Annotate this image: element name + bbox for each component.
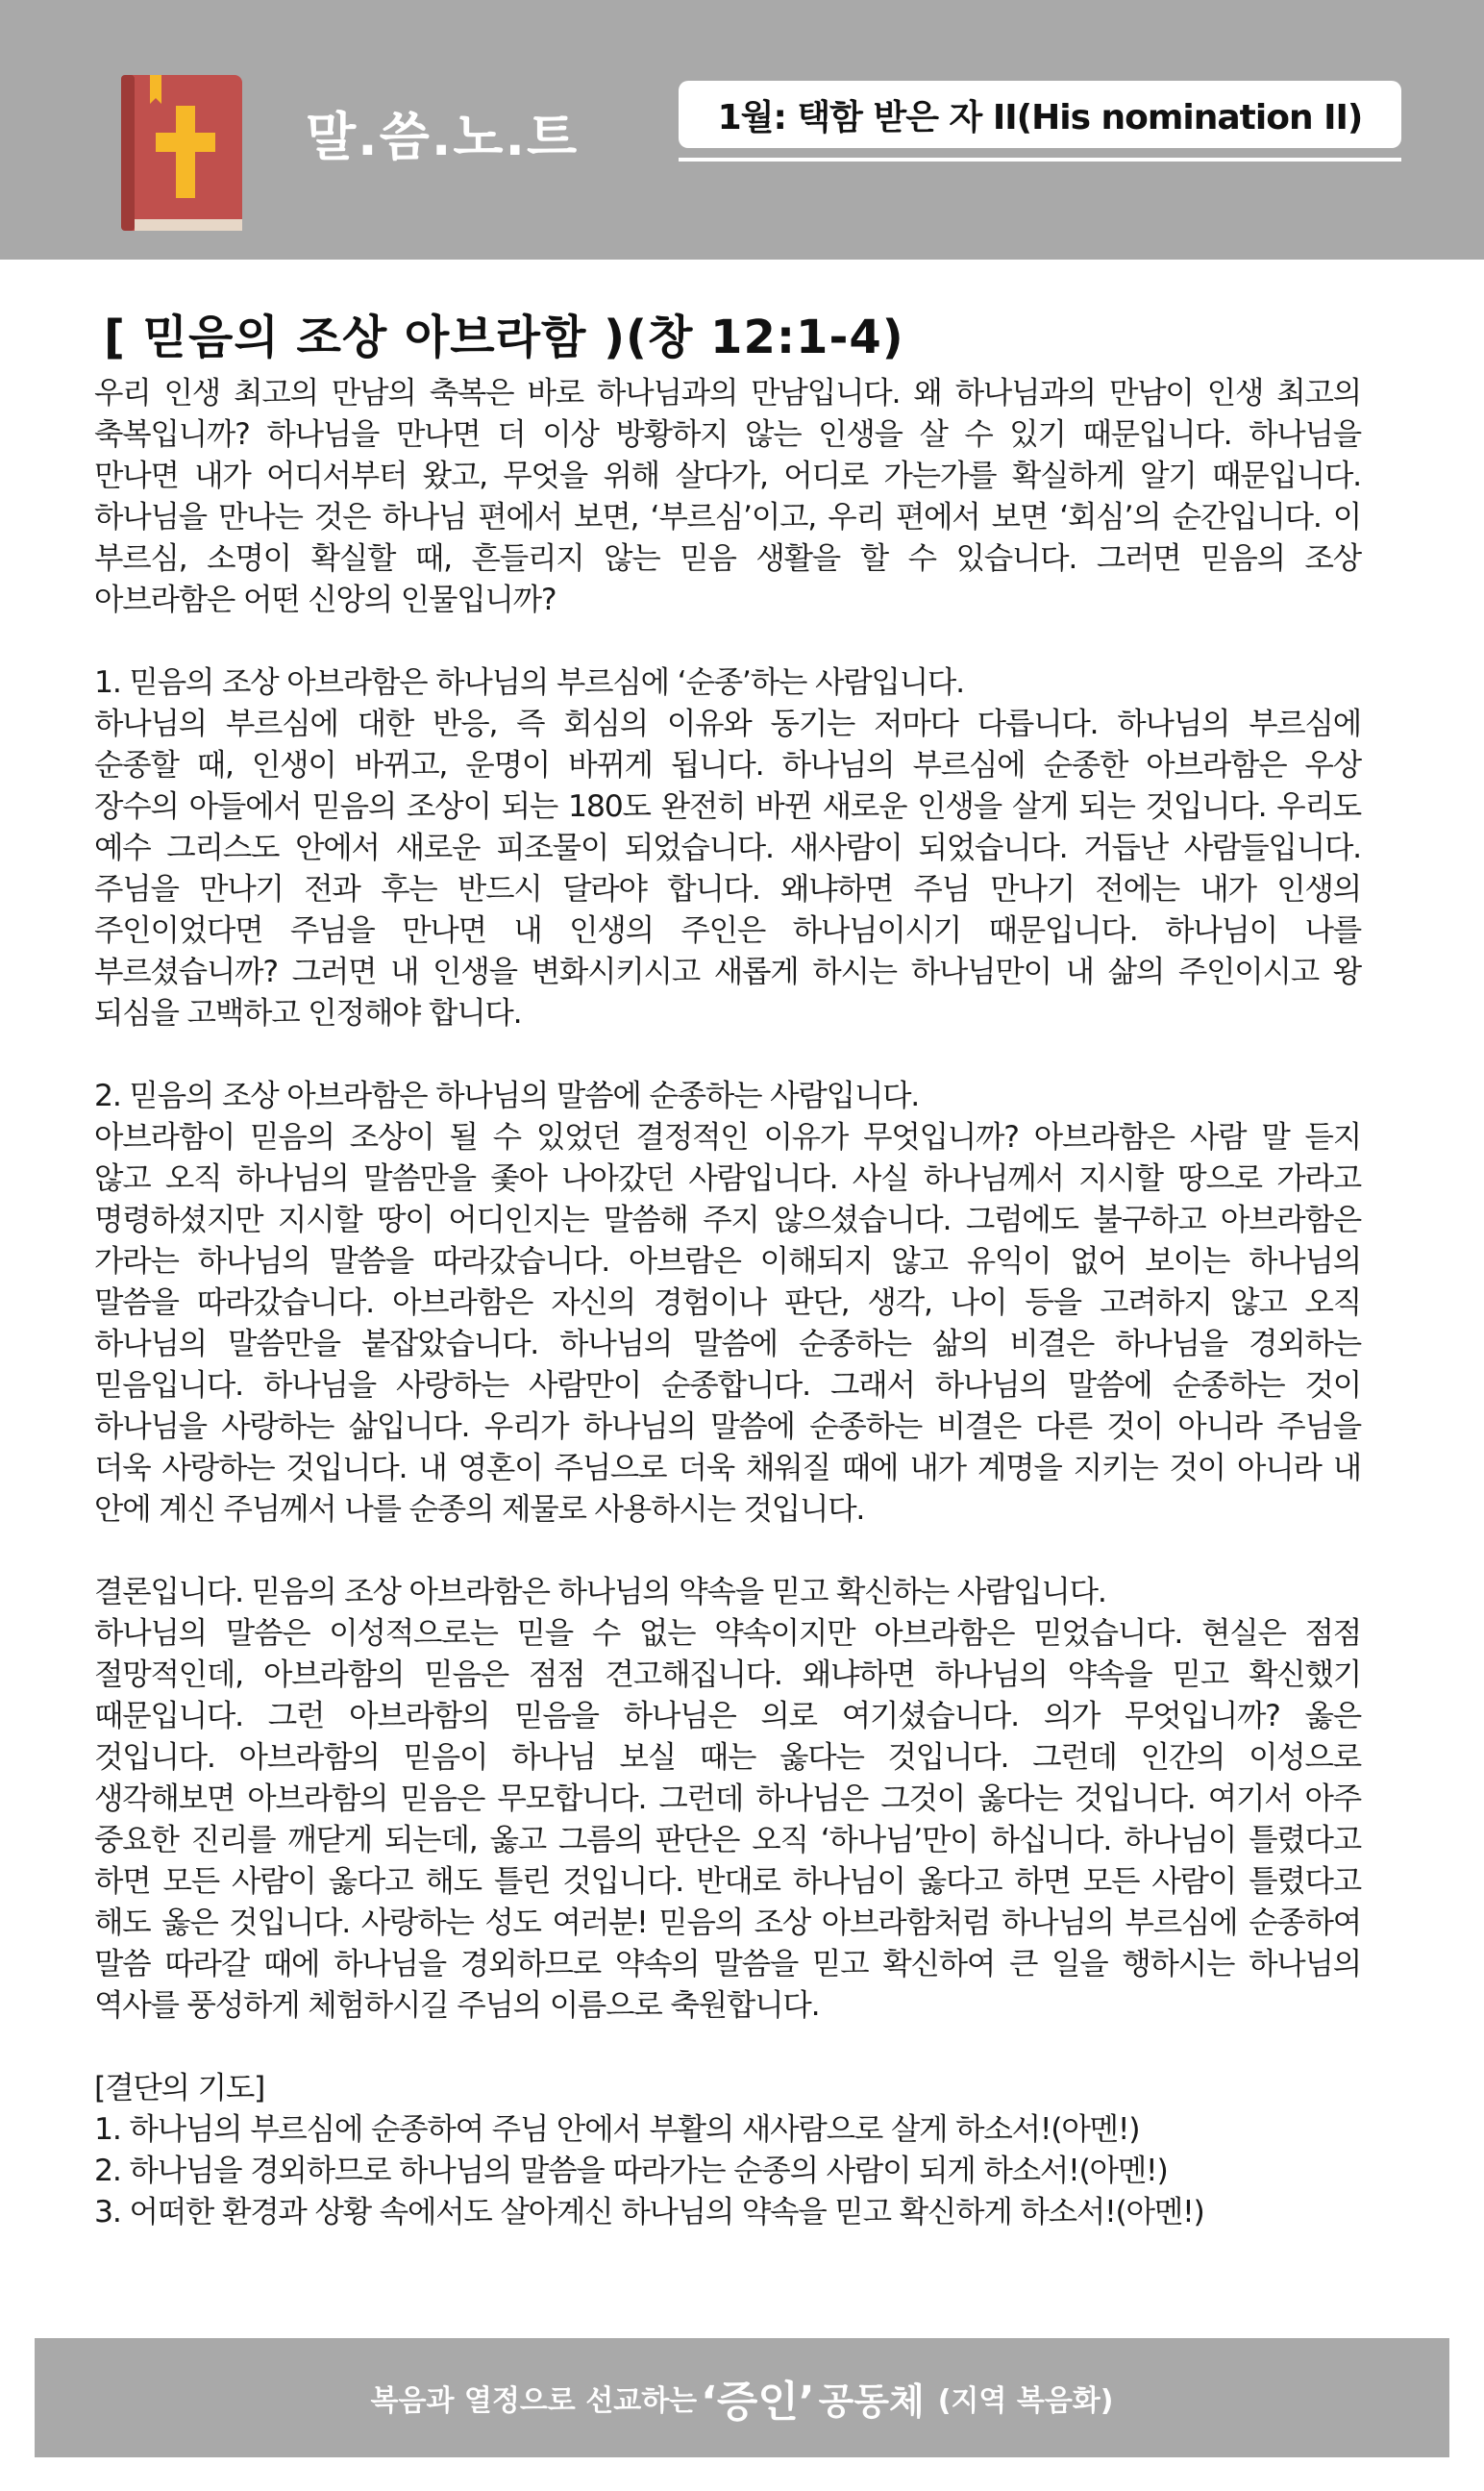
intro-line: 만나면 내가 어디서부터 왔고, 무엇을 위해 살다가, 어디로 가는가를 확실하게 알기 때문입니다. xyxy=(94,459,1361,493)
point2-line: 명령하셨지만 지시할 땅이 어디인지는 말씀해 주지 않으셨습니다. 그럼에도 불구하고 아브라함은 xyxy=(94,1203,1361,1237)
point1-line: 주님을 만나기 전과 후는 반드시 달라야 합니다. 왜냐하면 주님 만나기 전에는 내가 인생의 xyxy=(94,872,1361,907)
conclusion-heading: 결론입니다. 믿음의 조상 아브라함은 하나님의 약속을 믿고 확신하는 사람입니다. xyxy=(94,1575,1106,1609)
bible-icon xyxy=(121,75,242,231)
point2-line: 아브라함이 믿음의 조상이 될 수 있었던 결정적인 이유가 무엇입니까? 아브라함은 사람 말 듣지 xyxy=(94,1120,1361,1155)
conclusion-line: 하면 모든 사람이 옳다고 해도 틀린 것입니다. 반대로 하나님이 옳다고 하면 모든 사람이 틀렸다고 xyxy=(94,1864,1361,1899)
point2-line: 가라는 하나님의 말씀을 따라갔습니다. 아브람은 이해되지 않고 유익이 없어 보이는 하나님의 xyxy=(94,1244,1361,1279)
prayer-item: 3. 어떠한 환경과 상황 속에서도 살아계신 하나님의 약속을 믿고 확신하게 하소서!(아멘!) xyxy=(94,2195,1204,2229)
header-band xyxy=(0,0,1484,260)
conclusion-line: 역사를 풍성하게 체험하시길 주님의 이름으로 축원합니다. xyxy=(94,1988,820,2023)
conclusion-line: 절망적인데, 아브라함의 믿음은 점점 견고해집니다. 왜냐하면 하나님의 약속을 믿고 확신했기 xyxy=(94,1657,1361,1692)
prayer-item: 2. 하나님을 경외하므로 하나님의 말씀을 따라가는 순종의 사람이 되게 하소서!(아멘!) xyxy=(94,2154,1168,2188)
footer-motto: 복음과 열정으로 선교하는 xyxy=(370,2384,698,2418)
spacer xyxy=(94,1531,1361,1572)
point1-line: 하나님의 부르심에 대한 반응, 즉 회심의 이유와 동기는 저마다 다릅니다. 하나님의 부르심에 xyxy=(94,707,1361,741)
point1-line: 예수 그리스도 안에서 새로운 피조물이 되었습니다. 새사람이 되었습니다. 거듭난 사람들입니다. xyxy=(94,831,1361,865)
point1-line: 주인이었다면 주님을 만나면 내 인생의 주인은 하나님이시기 때문입니다. 하나님이 나를 xyxy=(94,913,1361,948)
point2-heading: 2. 믿음의 조상 아브라함은 하나님의 말씀에 순종하는 사람입니다. xyxy=(94,1079,920,1113)
intro-line: 하나님을 만나는 것은 하나님 편에서 보면, ‘부르심’이고, 우리 편에서 보면 ‘회심’의 순간입니다. 이 xyxy=(94,500,1361,535)
series-title: 1월: 택함 받은 자 II(His nomination II) xyxy=(679,81,1401,148)
point1-line: 되심을 고백하고 인정해야 합니다. xyxy=(94,996,522,1031)
prayer-item: 1. 하나님의 부르심에 순종하여 주님 안에서 부활의 새사람으로 살게 하소서!(아멘!) xyxy=(94,2112,1140,2147)
sermon-title: [ 믿음의 조상 아브라함 )(창 12:1-4) xyxy=(104,311,904,364)
series-underline xyxy=(679,158,1401,162)
brand-title: 말.씀.노.트 xyxy=(306,107,580,167)
point1-line: 장수의 아들에서 믿음의 조상이 되는 180도 완전히 바뀐 새로운 인생을 살게 되는 것입니다. 우리도 xyxy=(94,789,1361,824)
point2-line: 하나님의 말씀만을 붙잡았습니다. 하나님의 말씀에 순종하는 삶의 비결은 하나님을 경외하는 xyxy=(94,1327,1361,1361)
prayer-title: [결단의 기도] xyxy=(94,2071,265,2105)
footer-band xyxy=(35,2338,1449,2457)
conclusion-line: 생각해보면 아브라함의 믿음은 무모합니다. 그런데 하나님은 그것이 옳다는 것입니다. 여기서 아주 xyxy=(94,1781,1361,1816)
sermon-body xyxy=(94,373,1361,2233)
footer-witness: ‘증인’ xyxy=(701,2378,815,2427)
point2-line: 하나님을 사랑하는 삶입니다. 우리가 하나님의 말씀에 순종하는 비결은 다른 것이 아니라 주님을 xyxy=(94,1409,1361,1444)
intro-line: 축복입니까? 하나님을 만나면 더 이상 방황하지 않는 인생을 살 수 있기 때문입니다. 하나님을 xyxy=(94,417,1361,452)
point1-heading: 1. 믿음의 조상 아브라함은 하나님의 부르심에 ‘순종’하는 사람입니다. xyxy=(94,665,964,700)
intro-line: 우리 인생 최고의 만남의 축복은 바로 하나님과의 만남입니다. 왜 하나님과의 만남이 인생 최고의 xyxy=(94,376,1361,411)
spacer xyxy=(94,2027,1361,2068)
point2-line: 말씀을 따라갔습니다. 아브라함은 자신의 경험이나 판단, 생각, 나이 등을 고려하지 않고 오직 xyxy=(94,1285,1361,1320)
footer-community: 공동체 xyxy=(818,2379,925,2423)
conclusion-line: 말씀 따라갈 때에 하나님을 경외하므로 약속의 말씀을 믿고 확신하여 큰 일을 행하시는 하나님의 xyxy=(94,1947,1361,1981)
spacer xyxy=(94,1034,1361,1076)
conclusion-line: 것입니다. 아브라함의 믿음이 하나님 보실 때는 옳다는 것입니다. 그런데 인간의 이성으로 xyxy=(94,1740,1361,1775)
intro-line: 부르심, 소명이 확실할 때, 흔들리지 않는 믿음 생활을 할 수 있습니다. 그러면 믿음의 조상 xyxy=(94,541,1361,576)
point2-line: 않고 오직 하나님의 말씀만을 좇아 나아갔던 사람입니다. 사실 하나님께서 지시할 땅으로 가라고 xyxy=(94,1161,1361,1196)
footer-region: (지역 복음화) xyxy=(937,2384,1114,2418)
point1-line: 순종할 때, 인생이 바뀌고, 운명이 바뀌게 됩니다. 하나님의 부르심에 순종한 아브라함은 우상 xyxy=(94,748,1361,783)
conclusion-line: 중요한 진리를 깨닫게 되는데, 옳고 그름의 판단은 오직 ‘하나님’만이 하십니다. 하나님이 틀렸다고 xyxy=(94,1823,1361,1857)
intro-line: 아브라함은 어떤 신앙의 인물입니까? xyxy=(94,583,556,617)
conclusion-line: 하나님의 말씀은 이성적으로는 믿을 수 없는 약속이지만 아브라함은 믿었습니다. 현실은 점점 xyxy=(94,1616,1361,1651)
point1-line: 부르셨습니까? 그러면 내 인생을 변화시키시고 새롭게 하시는 하나님만이 내 삶의 주인이시고 왕 xyxy=(94,955,1361,989)
point2-line: 안에 계신 주님께서 나를 순종의 제물로 사용하시는 것입니다. xyxy=(94,1492,865,1527)
spacer xyxy=(94,621,1361,662)
point2-line: 더욱 사랑하는 것입니다. 내 영혼이 주님으로 더욱 채워질 때에 내가 계명을 지키는 것이 아니라 내 xyxy=(94,1451,1361,1485)
point2-line: 믿음입니다. 하나님을 사랑하는 사람만이 순종합니다. 그래서 하나님의 말씀에 순종하는 것이 xyxy=(94,1368,1361,1403)
conclusion-line: 해도 옳은 것입니다. 사랑하는 성도 여러분! 믿음의 조상 아브라함처럼 하나님의 부르심에 순종하여 xyxy=(94,1906,1361,1940)
conclusion-line: 때문입니다. 그런 아브라함의 믿음을 하나님은 의로 여기셨습니다. 의가 무엇입니까? 옳은 xyxy=(94,1699,1361,1733)
